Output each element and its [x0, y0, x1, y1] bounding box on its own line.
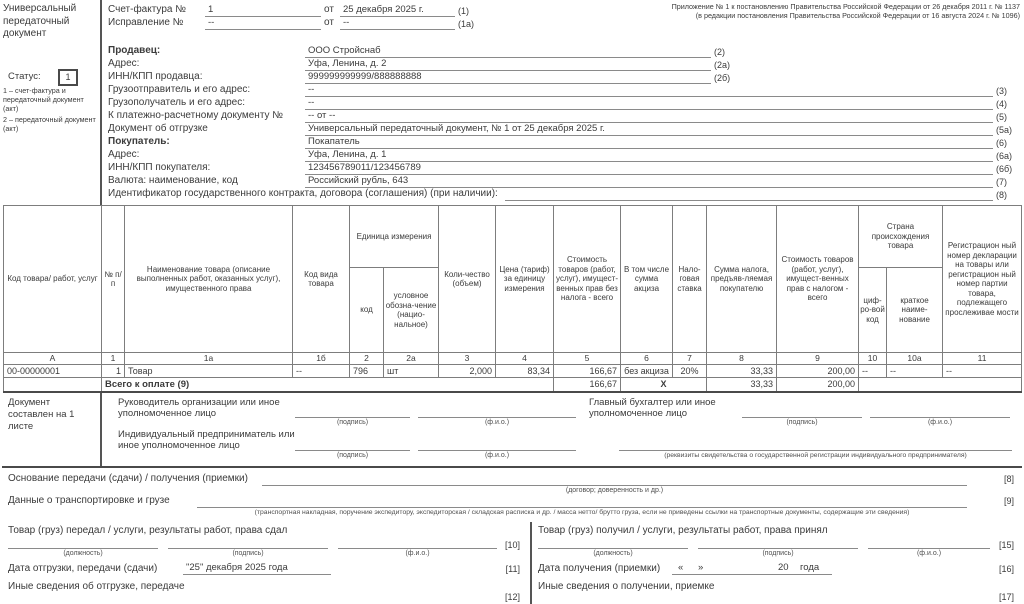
buyer-ref: (6): [996, 138, 1007, 148]
col-index: 7: [673, 353, 707, 365]
col-header-tax-rate: Нало-говая ставка: [673, 206, 707, 353]
column-index-row: [4, 353, 1022, 365]
col-index: 2а: [384, 353, 439, 365]
col-index: 11: [943, 353, 1022, 365]
handed-over-name-line: [338, 536, 497, 549]
shipment-doc-label: Документ об отгрузке: [108, 123, 208, 134]
payment-doc-value: -- от --: [305, 110, 993, 123]
col-index: 2: [350, 353, 384, 365]
entrepreneur-certificate-line: [619, 438, 1012, 451]
received-position-caption: (должность): [593, 550, 633, 557]
item-tax-rate-cell: 20%: [673, 365, 707, 378]
buyer-value: Покапатель: [305, 136, 993, 149]
seller-label: Продавец:: [108, 45, 161, 56]
total-empty-cell: [4, 378, 102, 393]
col-header-quantity: Коли-чество (объем): [439, 206, 496, 353]
col-header-cost-with-tax: Стоимость товаров (работ, услуг), имущест-венных прав с налогом - всего: [777, 206, 859, 353]
chief-signature-field: [742, 405, 862, 426]
handed-over-name-caption: (ф.и.о.): [405, 550, 430, 557]
total-x-mark-cell: X: [621, 378, 707, 393]
item-row: [4, 365, 1022, 378]
item-unit-code-cell: 796: [350, 365, 384, 378]
col-index: 5: [554, 353, 621, 365]
item-unit-name-cell: шт: [384, 365, 439, 378]
total-row: [4, 378, 1022, 393]
item-cost-with-tax-cell: 200,00: [777, 365, 859, 378]
buyer-label: Покупатель:: [108, 136, 170, 147]
signatures-vertical-divider: [100, 393, 102, 467]
received-signature-field: [698, 536, 858, 557]
received-name-caption: (ф.и.о.): [916, 550, 942, 557]
receive-date-quote-open: «: [678, 562, 684, 573]
item-reg-number-cell: --: [943, 365, 1022, 378]
cargo-data-line: [197, 495, 967, 508]
currency-ref: (7): [996, 177, 1007, 187]
ship-date-ref: [11]: [505, 564, 520, 574]
header-vertical-divider: [100, 0, 102, 205]
total-cost-with-tax-cell: 200,00: [777, 378, 859, 393]
invoice-date-value: 25 декабря 2025 г.: [340, 4, 455, 17]
item-code-cell: 00-00000001: [4, 365, 102, 378]
receive-date-year: 20: [778, 562, 789, 573]
correction-ref-marker: (1а): [458, 19, 475, 29]
correction-date-value: --: [340, 17, 455, 30]
consignee-label: Грузополучатель и его адрес:: [108, 97, 245, 108]
consignor-ref: (3): [996, 86, 1007, 96]
total-cost-without-tax-cell: 166,67: [554, 378, 621, 393]
invoice-ref-marker: (1): [458, 6, 469, 16]
receive-date-ref: [16]: [998, 564, 1014, 574]
invoice-number-value: 1: [205, 4, 321, 17]
col-index: 6: [621, 353, 673, 365]
transfer-basis-caption: (договор; доверенность и др.): [565, 487, 664, 494]
correction-value: --: [205, 17, 321, 30]
chief-signature-caption: (подпись): [786, 419, 818, 426]
entrepreneur-name-line: [418, 438, 576, 451]
chief-name-line: [870, 405, 1010, 418]
received-name-line: [868, 536, 990, 549]
col-header-cost-without-tax: Стоимость товаров (работ, услуг), имущест-венных прав без налога - всего: [554, 206, 621, 353]
consignee-ref: (4): [996, 99, 1007, 109]
head-signature-caption: (подпись): [336, 419, 369, 426]
col-index: 8: [707, 353, 777, 365]
col-header-price: Цена (тариф) за единицу измерения: [496, 206, 554, 353]
contract-id-value: [505, 188, 993, 201]
transfer-basis-ref: [8]: [1003, 474, 1014, 484]
item-excise-cell: без акциза: [621, 365, 673, 378]
item-line-no-cell: 1: [102, 365, 125, 378]
receive-date-label: Дата получения (приемки): [538, 563, 661, 574]
appendix-note: [672, 2, 1020, 20]
ship-date-value: "25" декабря 2025 года: [183, 562, 331, 575]
receive-other-info-ref: [17]: [998, 592, 1014, 602]
payment-doc-ref: (5): [996, 112, 1007, 122]
entrepreneur-label: Индивидуальный предприниматель или иное уполномоченное лицо: [118, 429, 295, 451]
contract-id-label: Идентификатор государственного контракта, договора (соглашения) (при наличии):: [108, 188, 498, 199]
consignor-label: Грузоотправитель и его адрес:: [108, 84, 251, 95]
seller-value: ООО Стройснаб: [305, 45, 711, 58]
received-signature-line: [698, 536, 858, 549]
entrepreneur-certificate-caption: (реквизиты свидетельства о государственной регистрации индивидуального предпринимателя): [664, 452, 967, 459]
document-type-title: Универсальный передаточный документ: [3, 3, 77, 39]
cargo-data-caption: (транспортная накладная, поручение экспедитору, экспедиторская / складская расписка и др. / масса нетто/ брутто груза, если не приведены ссылки на транспортные документы, содержащие эти сведения): [254, 509, 910, 516]
col-header-unit-group: Единица измерения: [350, 206, 439, 268]
receive-date-year-word: года: [800, 562, 820, 573]
handed-over-title: Товар (груз) передал / услуги, результаты работ, права сдал: [8, 525, 288, 536]
col-index: 1а: [125, 353, 293, 365]
col-header-item-name: Наименование товара (описание выполненных работ, оказанных услуг), имущественного права: [125, 206, 293, 353]
col-header-country-code: циф-ро-вой код: [859, 268, 887, 353]
currency-label: Валюта: наименование, код: [108, 175, 238, 186]
chief-name-field: [870, 405, 1010, 426]
transfer-basis-label: Основание передачи (сдачи) / получения (приемки): [8, 473, 248, 484]
consignor-value: --: [305, 84, 993, 97]
total-label-cell: Всего к оплате (9): [102, 378, 554, 393]
col-index: 1б: [293, 353, 350, 365]
ship-other-info-ref: [12]: [504, 592, 520, 602]
item-name-cell: Товар: [125, 365, 293, 378]
seller-address-ref: (2а): [714, 60, 731, 70]
handed-over-position-line: [8, 536, 158, 549]
col-header-item-kind: Код вида товара: [293, 206, 350, 353]
seller-address-value: Уфа, Ленина, д. 2: [305, 58, 711, 71]
receive-date-value: [672, 562, 832, 575]
shipment-doc-ref: (5а): [996, 125, 1013, 135]
receive-other-info-label: Иные сведения о получении, приемке: [538, 581, 715, 592]
entrepreneur-name-field: [418, 438, 576, 459]
appendix-line-2: (в редакции постановления Правительства Российской Федерации от 16 августа 2024 г. № 1096): [695, 11, 1020, 20]
item-tax-amount-cell: 33,33: [707, 365, 777, 378]
col-index: 1: [102, 353, 125, 365]
item-cost-without-tax-cell: 166,67: [554, 365, 621, 378]
correction-label: Исправление №: [108, 17, 184, 28]
entrepreneur-signature-caption: (подпись): [336, 452, 369, 459]
col-header-unit-name: условное обозна-чение (нацио-нальное): [384, 268, 439, 353]
handed-over-signature-line: [168, 536, 328, 549]
col-index: 9: [777, 353, 859, 365]
col-header-reg-number: Регистрацион ный номер декларации на товары или регистрацион ный номер партии товара, подлежащего прослеживае мости: [943, 206, 1022, 353]
col-header-line-no: № п/п: [102, 206, 125, 353]
item-country-code-cell: --: [859, 365, 887, 378]
status-note-1: 1 – счет-фактура и передаточный документ (акт): [3, 86, 84, 113]
buyer-address-ref: (6а): [996, 151, 1013, 161]
handed-over-signature-field: [168, 536, 328, 557]
buyer-address-label: Адрес:: [108, 149, 140, 160]
consignee-value: --: [305, 97, 993, 110]
status-label: Статус:: [8, 71, 41, 82]
received-position-field: [538, 536, 688, 557]
receive-date-quote-close: »: [698, 562, 704, 573]
col-index: 4: [496, 353, 554, 365]
handed-over-position-caption: (должность): [63, 550, 103, 557]
status-value-box: 1: [58, 69, 78, 86]
buyer-address-value: Уфа, Ленина, д. 1: [305, 149, 993, 162]
currency-value: Российский рубль, 643: [305, 175, 993, 188]
handed-over-ref: [10]: [504, 540, 520, 550]
ship-date-label: Дата отгрузки, передачи (сдачи): [8, 563, 158, 574]
entrepreneur-signature-line: [295, 438, 410, 451]
handed-over-position-field: [8, 536, 158, 557]
cargo-data-ref: [9]: [1003, 496, 1014, 506]
handed-over-name-field: [338, 536, 497, 557]
head-signature-line: [295, 405, 410, 418]
item-price-cell: 83,34: [496, 365, 554, 378]
col-header-item-code: Код товара/ работ, услуг: [4, 206, 102, 353]
received-title: Товар (груз) получил / услуги, результаты работ, права принял: [538, 525, 828, 536]
item-country-name-cell: --: [887, 365, 943, 378]
bottom-columns-divider: [530, 522, 532, 604]
head-signature-field: [295, 405, 410, 426]
total-empty-right-cell: [859, 378, 1022, 393]
received-position-line: [538, 536, 688, 549]
chief-signature-line: [742, 405, 862, 418]
entrepreneur-name-caption: (ф.и.о.): [484, 452, 510, 459]
total-tax-amount-cell: 33,33: [707, 378, 777, 393]
appendix-line-1: Приложение № 1 к постановлению Правительства Российской Федерации от 26 декабря 2011 г. № 1137: [671, 2, 1020, 11]
signatures-bottom-border: [2, 466, 1022, 468]
buyer-inn-value: 123456789011/123456789: [305, 162, 993, 175]
col-index: 10а: [887, 353, 943, 365]
contract-id-ref: (8): [996, 190, 1007, 200]
invoice-number-label: Счет-фактура №: [108, 4, 186, 15]
buyer-inn-label: ИНН/КПП покупателя:: [108, 162, 211, 173]
handed-over-signature-caption: (подпись): [232, 550, 264, 557]
correction-from-label: от: [324, 17, 334, 28]
entrepreneur-signature-field: [295, 438, 410, 459]
status-note-2: 2 – передаточный документ (акт): [3, 115, 96, 133]
col-header-excise: В том числе сумма акциза: [621, 206, 673, 353]
head-of-org-label: Руководитель организации или иное уполномоченное лицо: [118, 397, 280, 419]
entrepreneur-certificate-field: [619, 438, 1012, 459]
col-header-tax-amount: Сумма налога, предъяв-ляемая покупателю: [707, 206, 777, 353]
received-ref: [15]: [998, 540, 1014, 550]
col-header-country-name: краткое наиме-нование: [887, 268, 943, 353]
item-quantity-cell: 2,000: [439, 365, 496, 378]
chief-name-caption: (ф.и.о.): [927, 419, 953, 426]
col-header-country-group: Страна происхождения товара: [859, 206, 943, 268]
items-table: [3, 205, 1022, 393]
cargo-data-label: Данные о транспортировке и грузе: [8, 495, 170, 506]
item-kind-cell: --: [293, 365, 350, 378]
seller-ref: (2): [714, 47, 725, 57]
ship-other-info-label: Иные сведения об отгрузке, передаче: [8, 581, 185, 592]
seller-address-label: Адрес:: [108, 58, 140, 69]
received-name-field: [868, 536, 990, 557]
shipment-doc-value: Универсальный передаточный документ, № 1 от 25 декабря 2025 г.: [305, 123, 993, 136]
invoice-from-label: от: [324, 4, 334, 15]
payment-doc-label: К платежно-расчетному документу №: [108, 110, 284, 121]
head-name-field: [418, 405, 576, 426]
head-name-line: [418, 405, 576, 418]
col-index: А: [4, 353, 102, 365]
seller-inn-value: 999999999999/888888888: [305, 71, 711, 84]
received-signature-caption: (подпись): [762, 550, 794, 557]
chief-accountant-label: Главный бухгалтер или иное уполномоченное лицо: [589, 397, 716, 419]
head-name-caption: (ф.и.о.): [484, 419, 510, 426]
seller-inn-label: ИНН/КПП продавца:: [108, 71, 203, 82]
transfer-basis-line: [262, 473, 967, 486]
col-index: 10: [859, 353, 887, 365]
buyer-inn-ref: (6б): [996, 164, 1013, 174]
col-index: 3: [439, 353, 496, 365]
seller-inn-ref: (2б): [714, 73, 731, 83]
col-header-unit-code: код: [350, 268, 384, 353]
sheet-count-note: Документ составлен на 1 листе: [8, 397, 75, 432]
